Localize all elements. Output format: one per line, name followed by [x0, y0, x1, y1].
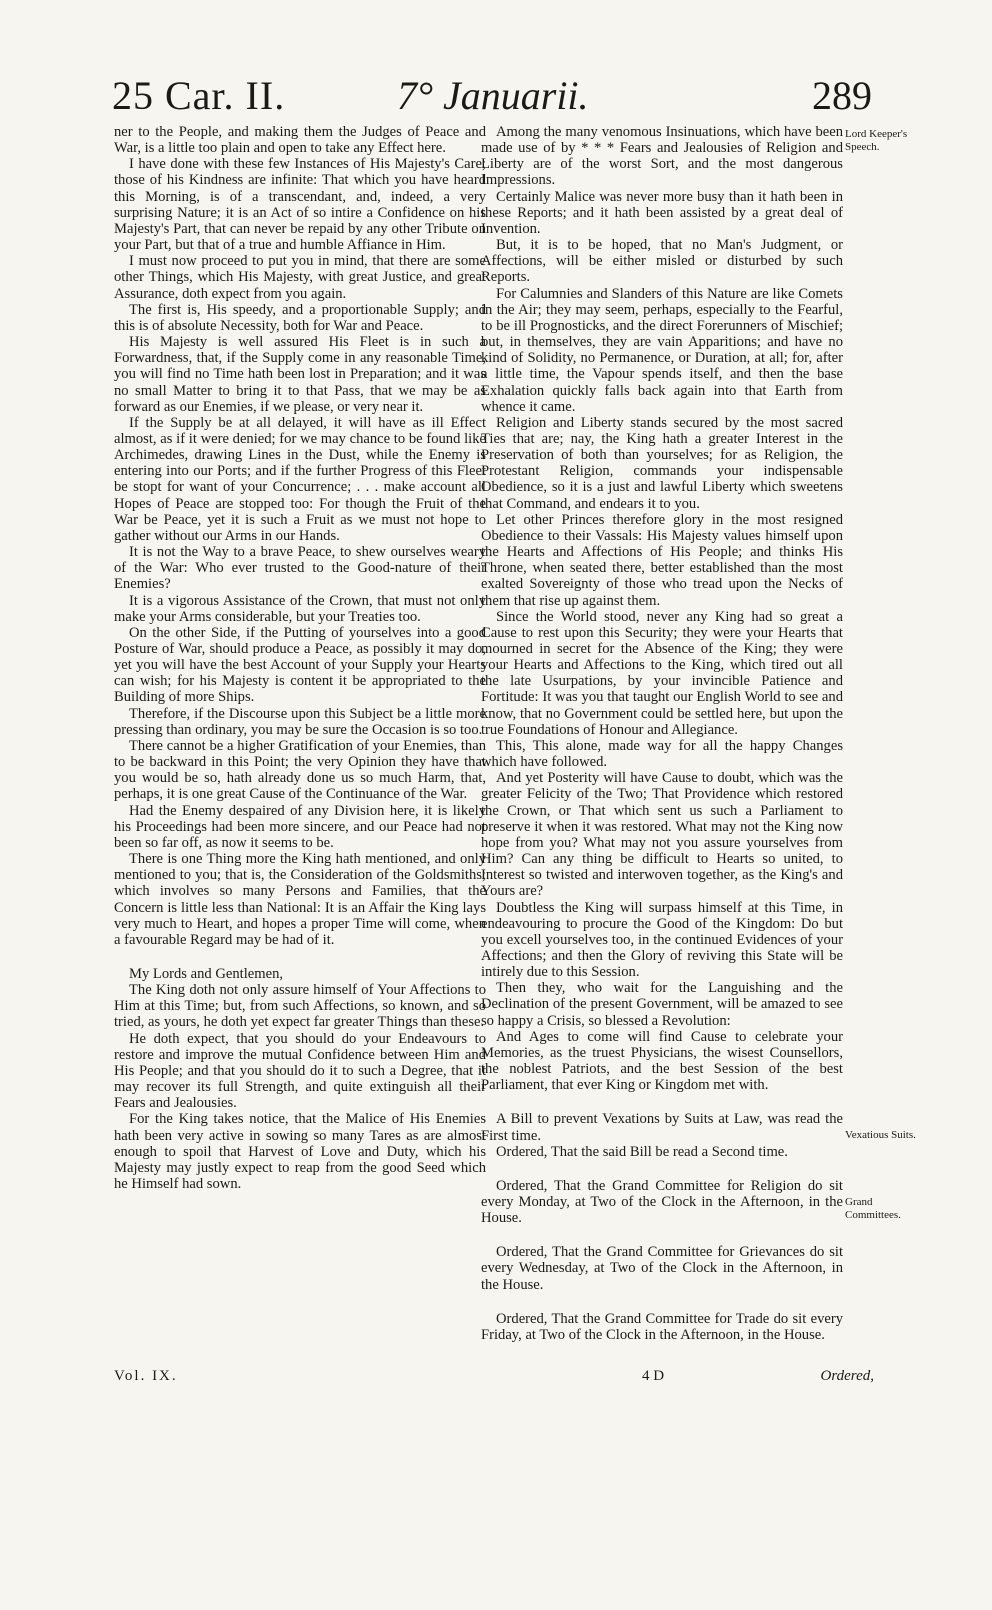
- paragraph: If the Supply be at all delayed, it will have as ill Effect almost, as if it were denied; for we may chance to be found like Archimedes, drawing Lines in the Dust, while the Enemy is entering into our Ports; and if the further Progress of this Fleet be stopt for want of your Concurrence; . . . make account all Hopes of Peace are stopped too: For though the Fruit of the War be Peace, yet it is such a Fruit as we must not hope to gather without our Arms in our Hands.: [114, 414, 486, 544]
- paragraph: Among the many venomous Insinuations, which have been made use of by * * * Fears and Jealousies of Religion and Liberty are of the worst Sort, and the most dangerous Impressions.: [481, 124, 843, 189]
- paragraph: This, This alone, made way for all the happy Changes which have followed.: [481, 737, 843, 771]
- paragraph-spacer: [481, 1160, 843, 1178]
- page-footer: [114, 1368, 874, 1388]
- header-regnal-year: 25 Car. II.: [112, 73, 286, 118]
- paragraph: Doubtless the King will surpass himself at this Time, in endeavouring to procure the Good of the Kingdom: Do but you excell yourselves too, in the continued Evidences of your Affections; and then the Glory of reviving this State will be intirely due to this Session.: [481, 899, 843, 981]
- paragraph: Ordered, That the Grand Committee for Trade do sit every Friday, at Two of the Clock in the Afternoon, in the House.: [481, 1310, 843, 1343]
- paragraph-spacer: [114, 948, 486, 966]
- paragraph: There is one Thing more the King hath mentioned, and only mentioned to you; that is, the Consideration of the Goldsmiths; which involves so many Persons and Families, that the Concern is little less than National: It is an Affair the King lays very much to Heart, and hopes a proper Time will come, when a favourable Regard may be had of it.: [114, 851, 486, 948]
- paragraph: The King doth not only assure himself of Your Affections to Him at this Time; but, from such Affections, so known, and so tried, as yours, he doth yet expect far greater Things than these.: [114, 982, 486, 1031]
- paragraph-spacer: [481, 1293, 843, 1311]
- volume-number: Vol. IX.: [114, 1368, 178, 1384]
- paragraph: A Bill to prevent Vexations by Suits at Law, was read the First time.: [481, 1111, 843, 1144]
- catchword: Ordered,: [820, 1368, 874, 1384]
- paragraph: I must now proceed to put you in mind, that there are some other Things, which His Majesty, with great Justice, and great Assurance, doth expect from you again.: [114, 253, 486, 302]
- paragraph: There cannot be a higher Gratification of your Enemies, than to be backward in this Point; the very Opinion they have that you would be so, hath already done us so much Harm, that, perhaps, it is one great Cause of the Continuance of the War.: [114, 737, 486, 803]
- paragraph: Ordered, That the Grand Committee for Religion do sit every Monday, at Two of the Clock in the Afternoon, in the House.: [481, 1177, 843, 1227]
- paragraph: And Ages to come will find Cause to celebrate your Memories, as the truest Physicians, the wisest Counsellors, the noblest Patriots, and the best Session of the best Parliament, that ever King or Kingdom met with.: [481, 1028, 843, 1094]
- paragraph: Then they, who wait for the Languishing and the Declination of the present Government, will be amazed to see so happy a Crisis, so blessed a Revolution:: [481, 980, 843, 1029]
- paragraph: My Lords and Gentlemen,: [129, 965, 284, 982]
- paragraph: Let other Princes therefore glory in the most resigned Obedience to their Vassals: His Majesty values himself upon the Hearts and Affections of His People; and thinks His Throne, when seated there, better established than the most exalted Sovereignty of those who tread upon the Necks of them that rise up against them.: [481, 511, 843, 609]
- paragraph: It is not the Way to a brave Peace, to shew ourselves weary of the War: Who ever trusted to the Good-nature of their Enemies?: [114, 544, 486, 593]
- paragraph: For Calumnies and Slanders of this Nature are like Comets in the Air; they may seem, perhaps, especially to the Fearful, to be ill Prognosticks, and the direct Forerunners of Mischief; but, in themselves, they are vain Apparitions; and have no kind of Solidity, no Permanence, or Duration, at all; for, after a little time, the Vapour spends itself, and then the base Exhalation quickly falls back again into that Earth from whence it came.: [481, 285, 843, 415]
- margin-note-grand-committees: Grand Committees.: [845, 1196, 901, 1221]
- paragraph: Since the World stood, never any King had so great a Cause to rest upon this Security; they were your Hearts that mourned in secret for the Absence of the King; they were your Hearts and Affections to the King, which tired out all the late Usurpations, by your invincible Patience and Fortitude: It was you that taught our English World to see and know, that no Government could be settled here, but upon the true Foundations of Honour and Allegiance.: [481, 608, 843, 738]
- paragraph: Ordered, That the Grand Committee for Grievances do sit every Wednesday, at Two of the Clock in the Afternoon, in the House.: [481, 1244, 843, 1293]
- paragraph: It is a vigorous Assistance of the Crown, that must not only make your Arms considerable, but your Treaties too.: [114, 592, 486, 625]
- header-date: 7° Januarii.: [397, 73, 589, 118]
- paragraph: For the King takes notice, that the Malice of His Enemies hath been very active in sowing so many Tares as are almost enough to spoil that Harvest of Love and Duty, which his Majesty may justly expect to reap from the good Seed which he Himself had sown.: [114, 1111, 486, 1192]
- paragraph-spacer: [481, 1226, 843, 1244]
- paragraph: Therefore, if the Discourse upon this Subject be a little more pressing than ordinary, you may be sure the Occasion is so too.: [114, 705, 486, 738]
- paragraph-spacer: [481, 1093, 843, 1111]
- page-number: 289: [812, 73, 872, 118]
- signature-mark: 4 D: [642, 1368, 665, 1384]
- margin-note-lord-keepers-speech: Lord Keeper's Speech.: [845, 128, 908, 153]
- paragraph: ner to the People, and making them the Judges of Peace and War, is a little too plain and open to take any Effect here.: [114, 124, 486, 157]
- paragraph: Had the Enemy despaired of any Division here, it is likely his Proceedings had been more sincere, and our Peace had not been so far off, as now it seems to be.: [114, 802, 486, 851]
- paragraph: Religion and Liberty stands secured by the most sacred Ties that are; nay, the King hath a greater Interest in the Preservation of both than yourselves; for as Religion, the Protestant Religion, commands your indispensable Obedience, so it is a just and lawful Liberty which sweetens that Command, and endears it to you.: [481, 414, 843, 512]
- left-column: [114, 124, 486, 1192]
- paragraph: But, it is to be hoped, that no Man's Judgment, or Affections, will be either misled or disturbed by such Reports.: [481, 237, 843, 286]
- paragraph: His Majesty is well assured His Fleet is in such a Forwardness, that, if the Supply come in any reasonable Time, you will find no Time hath been lost in Preparation; and it was no small Matter to bring it to that Pass, that we may be as forward as our Enemies, if we please, or very near it.: [114, 334, 486, 415]
- paragraph: I have done with these few Instances of His Majesty's Care; those of his Kindness are infinite: That which you have heard this Morning, is of a transcendant, and, indeed, a very surprising Nature; it is an Act of so intire a Confidence on his Majesty's Part, that can never be repaid by any other Tribute on your Part, but that of a true and humble Affiance in Him.: [114, 156, 486, 254]
- paragraph: The first is, His speedy, and a proportionable Supply; and this is of absolute Necessity, both for War and Peace.: [114, 301, 486, 334]
- right-column: [481, 124, 843, 1343]
- paragraph: Ordered, That the said Bill be read a Second time.: [496, 1143, 788, 1160]
- running-header: [112, 72, 872, 122]
- paragraph: And yet Posterity will have Cause to doubt, which was the greater Felicity of the Two; That Providence which restored the Crown, or That which sent us such a Parliament to preserve it when it was restored. What may not the King now hope from you? What may not you assure yourselves from Him? Can any thing be difficult to Hearts so united, to Interest so twisted and interwoven together, as the King's and Yours are?: [481, 770, 843, 900]
- paragraph: On the other Side, if the Putting of yourselves into a good Posture of War, should produce a Peace, as possibly it may do, yet you will have the best Account of your Supply your Hearts can wish; for his Majesty is content it be appropriated to the Building of more Ships.: [114, 624, 486, 706]
- paragraph: He doth expect, that you should do your Endeavours to restore and improve the mutual Confidence between Him and His People; and that you should do it to such a Degree, that it may recover its full Strength, and quite extinguish all their Fears and Jealousies.: [114, 1030, 486, 1112]
- paragraph: Certainly Malice was never more busy than it hath been in these Reports; and it hath been assisted by a great deal of Invention.: [481, 188, 843, 237]
- margin-note-vexatious-suits: Vexatious Suits.: [845, 1129, 916, 1141]
